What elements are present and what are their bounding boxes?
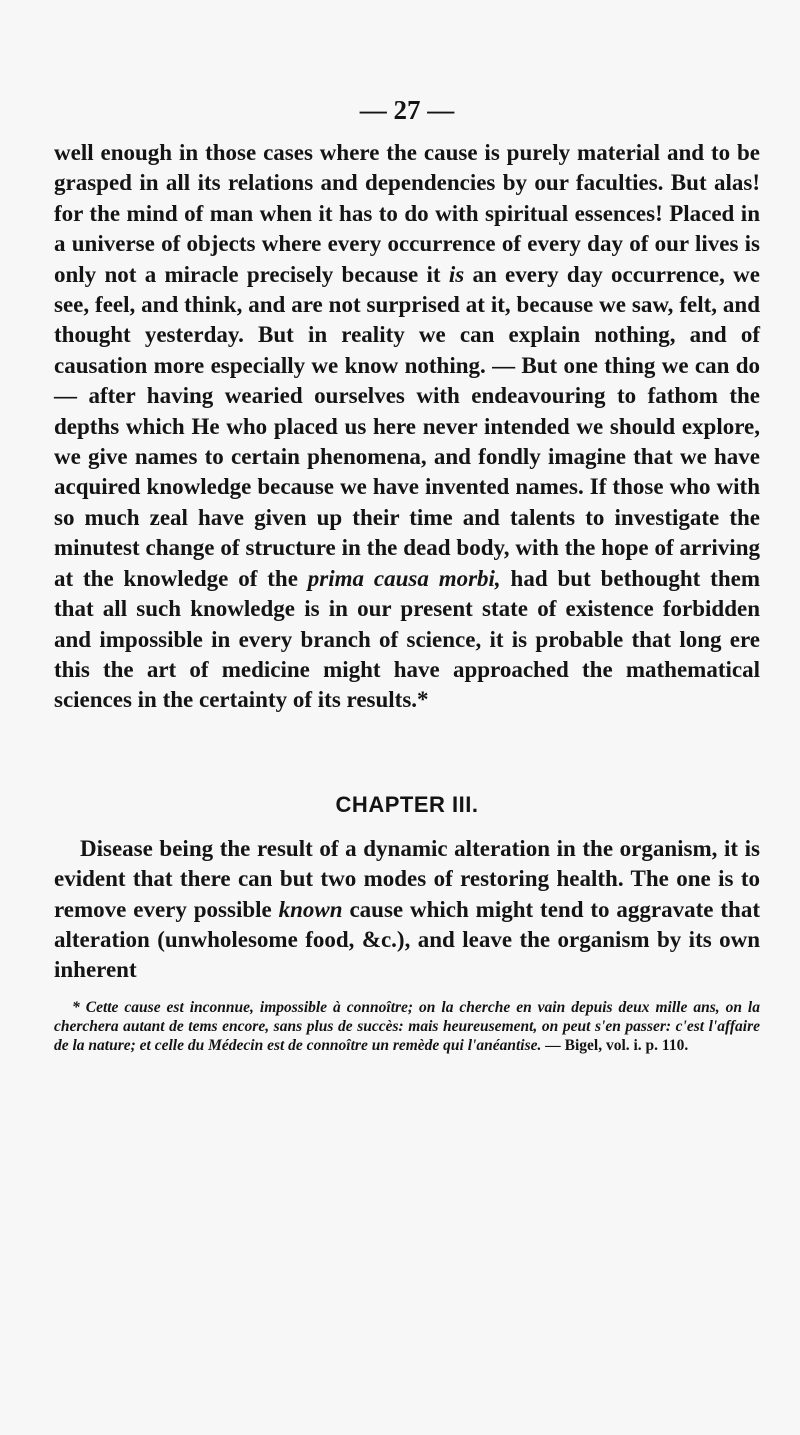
paragraph-2-part-1: Disease being the result of a dynamic alteration in the organism, it is evident that there can but two modes of restoring health. The one is to remove every possible [54,835,760,922]
paragraph-1-part-2: an every day occurrence, we see, feel, and think, and are not surprised at it, because we saw, felt, and thought yesterday. But in reality we can explain nothing, and of causation more especially we know nothing. — But one thing we can do — after having wearied ourselves with endeavouring to fathom the depths which He who placed us here never intended we should explore, we give names to certain phenomena, and fondly imagine that we have acquired knowledge because we have invented names. If those who with so much zeal have given up their time and talents to investigate the minutest change of structure in the dead body, with the hope of arriving at the knowledge of the [54,261,760,591]
page-number: — 27 — [359,95,455,125]
footnote-text: * Cette cause est inconnue, impossible à connoître; on la cherche en vain depuis deux mille ans, on la cherchera autant de tems encore, sans plus de succès: mais heureusement, on peut s'en passer: c'est l'affaire de la nature; et celle du Médecin est de connoître un remède qui l'anéantise. — [54,998,760,1054]
paragraph-2-emphasis-known: known [278,896,343,922]
paragraph-1-part-3: had but bethought them that all such knowledge is in our present state of existence forbidden and impossible in every branch of science, it is probable that long ere this the art of medicine might have approached the mathematical sciences in the certainty of its results.* [54,565,760,713]
paragraph-1-part-1: well enough in those cases where the cause is purely material and to be grasped in all its relations and dependencies by our faculties. But alas! for the mind of man when it has to do with spiritual essences! Placed in a universe of objects where every occurrence of every day of our lives is only not a miracle precisely because it [54,140,760,287]
paragraph-1-emphasis-is: is [448,261,465,287]
main-text [54,138,760,986]
paragraph-2 [54,834,760,986]
paragraph-2-part-2: cause which might tend to aggravate that alteration (unwholesome food, &c.), and leave the organism by its own inherent [54,896,760,983]
paragraph-1 [54,138,760,716]
paragraph-1-emphasis-prima-causa: prima causa morbi, [307,565,501,591]
footnote-citation: Bigel, vol. i. p. 110. [564,1036,689,1054]
footnote [54,998,760,1055]
chapter-heading: CHAPTER III. [335,791,479,817]
